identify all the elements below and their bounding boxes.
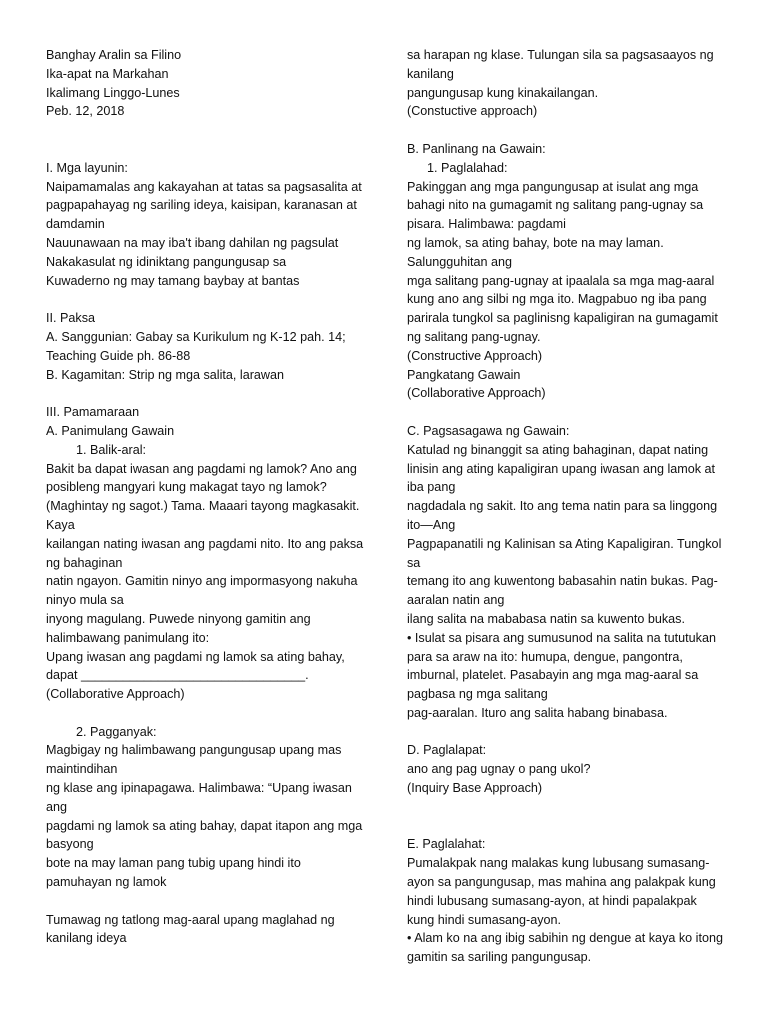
left-column-line: pamuhayan ng lamok — [46, 875, 167, 890]
left-column-line: bote na may laman pang tubig upang hindi ito — [46, 856, 301, 871]
left-column-line: Tumawag ng tatlong mag-aaral upang maglahad ng — [46, 912, 335, 927]
right-column-line: kanilang — [407, 66, 454, 81]
left-column-line: 2. Pagganyak: — [76, 724, 157, 739]
right-column-line: kung hindi sumasang-ayon. — [407, 912, 562, 927]
left-column-line: dapat ________________________________. — [46, 668, 309, 683]
left-column-line: I. Mga layunin: — [46, 160, 128, 175]
left-column-line: ang — [46, 799, 68, 814]
left-column-line: Magbigay ng halimbawang pangungusap upang mas — [46, 743, 342, 758]
right-column-line: • Isulat sa pisara ang sumusunod na salita na tututukan — [407, 630, 716, 645]
right-column-line: (Inquiry Base Approach) — [407, 781, 543, 796]
left-column-line: ng klase ang ipinapagawa. Halimbawa: “Upang iwasan — [46, 781, 352, 796]
right-column-line: parirala tungkol sa paglinisng kapaligiran na gumagamit — [407, 311, 718, 326]
left-column-line — [46, 140, 366, 159]
left-column-line: Nauunawaan na may iba't ibang dahilan ng pagsulat — [46, 235, 339, 250]
left-column-line: Banghay Aralin sa Filino — [46, 48, 182, 62]
right-column-line: gamitin sa sariling pangungusap. — [407, 950, 592, 965]
right-column-line: ng salitang pang-ugnay. — [407, 329, 541, 344]
left-column-line: (Collaborative Approach) — [46, 687, 185, 702]
right-column-line: pag-aaralan. Ituro ang salita habang binabasa. — [407, 705, 668, 720]
left-column-line: B. Kagamitan: Strip ng mga salita, larawan — [46, 367, 285, 382]
right-column-line: ito—Ang — [407, 517, 456, 532]
right-column-line: aaralan natin ang — [407, 593, 505, 608]
right-column-line: D. Paglalapat: — [407, 743, 487, 758]
left-column-line: inyong magulang. Puwede ninyong gamitin ang — [46, 611, 311, 626]
right-column-line — [407, 723, 727, 742]
right-column-line: hindi lubusang sumasang-ayon, at hindi papalakpak — [407, 893, 697, 908]
left-column-line: Ikalimang Linggo-Lunes — [46, 85, 180, 100]
right-column-line: sa — [407, 555, 421, 570]
right-column-line: kung ano ang silbi ng mga ito. Magpabuo ng iba pang — [407, 292, 707, 307]
left-column-line: (Maghintay ng sagot.) Tama. Maaari tayong magkasakit. — [46, 499, 360, 514]
left-column-line: Ika-apat na Markahan — [46, 66, 169, 81]
right-column-line: Pagpapanatili ng Kalinisan sa Ating Kapaligiran. Tungkol — [407, 536, 722, 551]
left-column-line: Upang iwasan ang pagdami ng lamok sa ating bahay, — [46, 649, 345, 664]
right-column-line: E. Paglalahat: — [407, 837, 486, 852]
right-column-line: 1. Paglalahad: — [427, 160, 508, 175]
left-column-line: ninyo mula sa — [46, 593, 124, 608]
right-column-line: Katulad ng binanggit sa ating bahaginan, dapat nating — [407, 442, 709, 457]
right-column-line: ayon sa pangungusap, mas mahina ang palakpak kung — [407, 875, 716, 890]
right-column-line — [407, 121, 727, 140]
right-column-line — [407, 817, 727, 836]
left-column-line: II. Paksa — [46, 311, 95, 326]
left-column-line: damdamin — [46, 217, 105, 232]
right-column-line: sa harapan ng klase. Tulungan sila sa pagsasaayos ng — [407, 48, 714, 62]
right-column-line: Pangkatang Gawain — [407, 367, 521, 382]
left-column-line: pagpapahayag ng sariling ideya, kaisipan, karanasan at — [46, 198, 357, 213]
right-column-line: (Constuctive approach) — [407, 104, 538, 119]
left-column-line — [46, 290, 366, 309]
left-column-line: pagdami ng lamok sa ating bahay, dapat itapon ang mga — [46, 818, 363, 833]
left-column-line: Bakit ba dapat iwasan ang pagdami ng lamok? Ano ang — [46, 461, 357, 476]
right-column-line: Pakinggan ang mga pangungusap at isulat ang mga — [407, 179, 699, 194]
right-column-line: (Constructive Approach) — [407, 348, 543, 363]
left-column-line: Peb. 12, 2018 — [46, 104, 125, 119]
left-column-line: kanilang ideya — [46, 931, 127, 946]
right-column-line: B. Panlinang na Gawain: — [407, 141, 546, 156]
right-column-line: pisara. Halimbawa: pagdami — [407, 217, 566, 232]
left-column-line: posibleng mangyari kung makagat tayo ng lamok? — [46, 480, 327, 495]
right-column-line: ng lamok, sa ating bahay, bote na may laman. — [407, 235, 664, 250]
right-column-line: pagbasa ng mga salitang — [407, 687, 548, 702]
left-column-line: natin ngayon. Gamitin ninyo ang impormasyong nakuha — [46, 574, 358, 589]
left-column-line: Nakakasulat ng idiniktang pangungusap sa — [46, 254, 287, 269]
left-column-line: Naipamamalas ang kakayahan at tatas sa pagsasalita at — [46, 179, 362, 194]
left-column-line: 1. Balik-aral: — [76, 442, 146, 457]
right-column-line: iba pang — [407, 480, 456, 495]
right-column-line: temang ito ang kuwentong babasahin natin bukas. Pag- — [407, 574, 718, 589]
right-column-line: • Alam ko na ang ibig sabihin ng dengue at kaya ko itong — [407, 931, 723, 946]
right-column-line: mga salitang pang-ugnay at ipaalala sa mga mag-aaral — [407, 273, 715, 288]
right-column-line: ano ang pag ugnay o pang ukol? — [407, 762, 591, 777]
right-column-line: bahagi nito na gumagamit ng salitang pang-ugnay sa — [407, 198, 704, 213]
left-column-line: A. Sanggunian: Gabay sa Kurikulum ng K-12 pah. 14; — [46, 329, 346, 344]
left-column-line — [46, 121, 366, 140]
right-column-line: Pumalakpak nang malakas kung lubusang sumasang- — [407, 856, 710, 871]
right-column-line — [407, 798, 727, 817]
right-column-line — [407, 403, 727, 422]
left-column-line: ng bahaginan — [46, 555, 123, 570]
right-column-line: nagdadala ng sakit. Ito ang tema natin para sa linggong — [407, 499, 718, 514]
right-column-line: ilang salita na mababasa natin sa kuwento bukas. — [407, 611, 685, 626]
left-column-line: A. Panimulang Gawain — [46, 423, 175, 438]
right-column-line: C. Pagsasagawa ng Gawain: — [407, 423, 570, 438]
left-column-line — [46, 892, 366, 911]
left-column-line: Kuwaderno ng may tamang baybay at bantas — [46, 273, 300, 288]
left-column-line: basyong — [46, 837, 94, 852]
right-column-line: para sa araw na ito: humupa, dengue, pangontra, — [407, 649, 683, 664]
left-column — [46, 46, 366, 948]
right-column-line: pangungusap kung kinakailangan. — [407, 85, 599, 100]
left-column-line: maintindihan — [46, 762, 118, 777]
right-column-line: imburnal, platelet. Pasabayin ang mga mag-aaral sa — [407, 668, 699, 683]
right-column-line: linisin ang ating kapaligiran upang iwasan ang lamok at — [407, 461, 716, 476]
left-column-line: III. Pamamaraan — [46, 405, 140, 420]
left-column-line: kailangan nating iwasan ang pagdami nito. Ito ang paksa — [46, 536, 364, 551]
left-column-line: Kaya — [46, 517, 75, 532]
left-column-line — [46, 384, 366, 403]
left-column-line: halimbawang panimulang ito: — [46, 630, 210, 645]
left-column-line: Teaching Guide ph. 86-88 — [46, 348, 191, 363]
right-column — [407, 46, 727, 967]
right-column-line: Salungguhitan ang — [407, 254, 513, 269]
right-column-line: (Collaborative Approach) — [407, 386, 546, 401]
left-column-line — [46, 704, 366, 723]
